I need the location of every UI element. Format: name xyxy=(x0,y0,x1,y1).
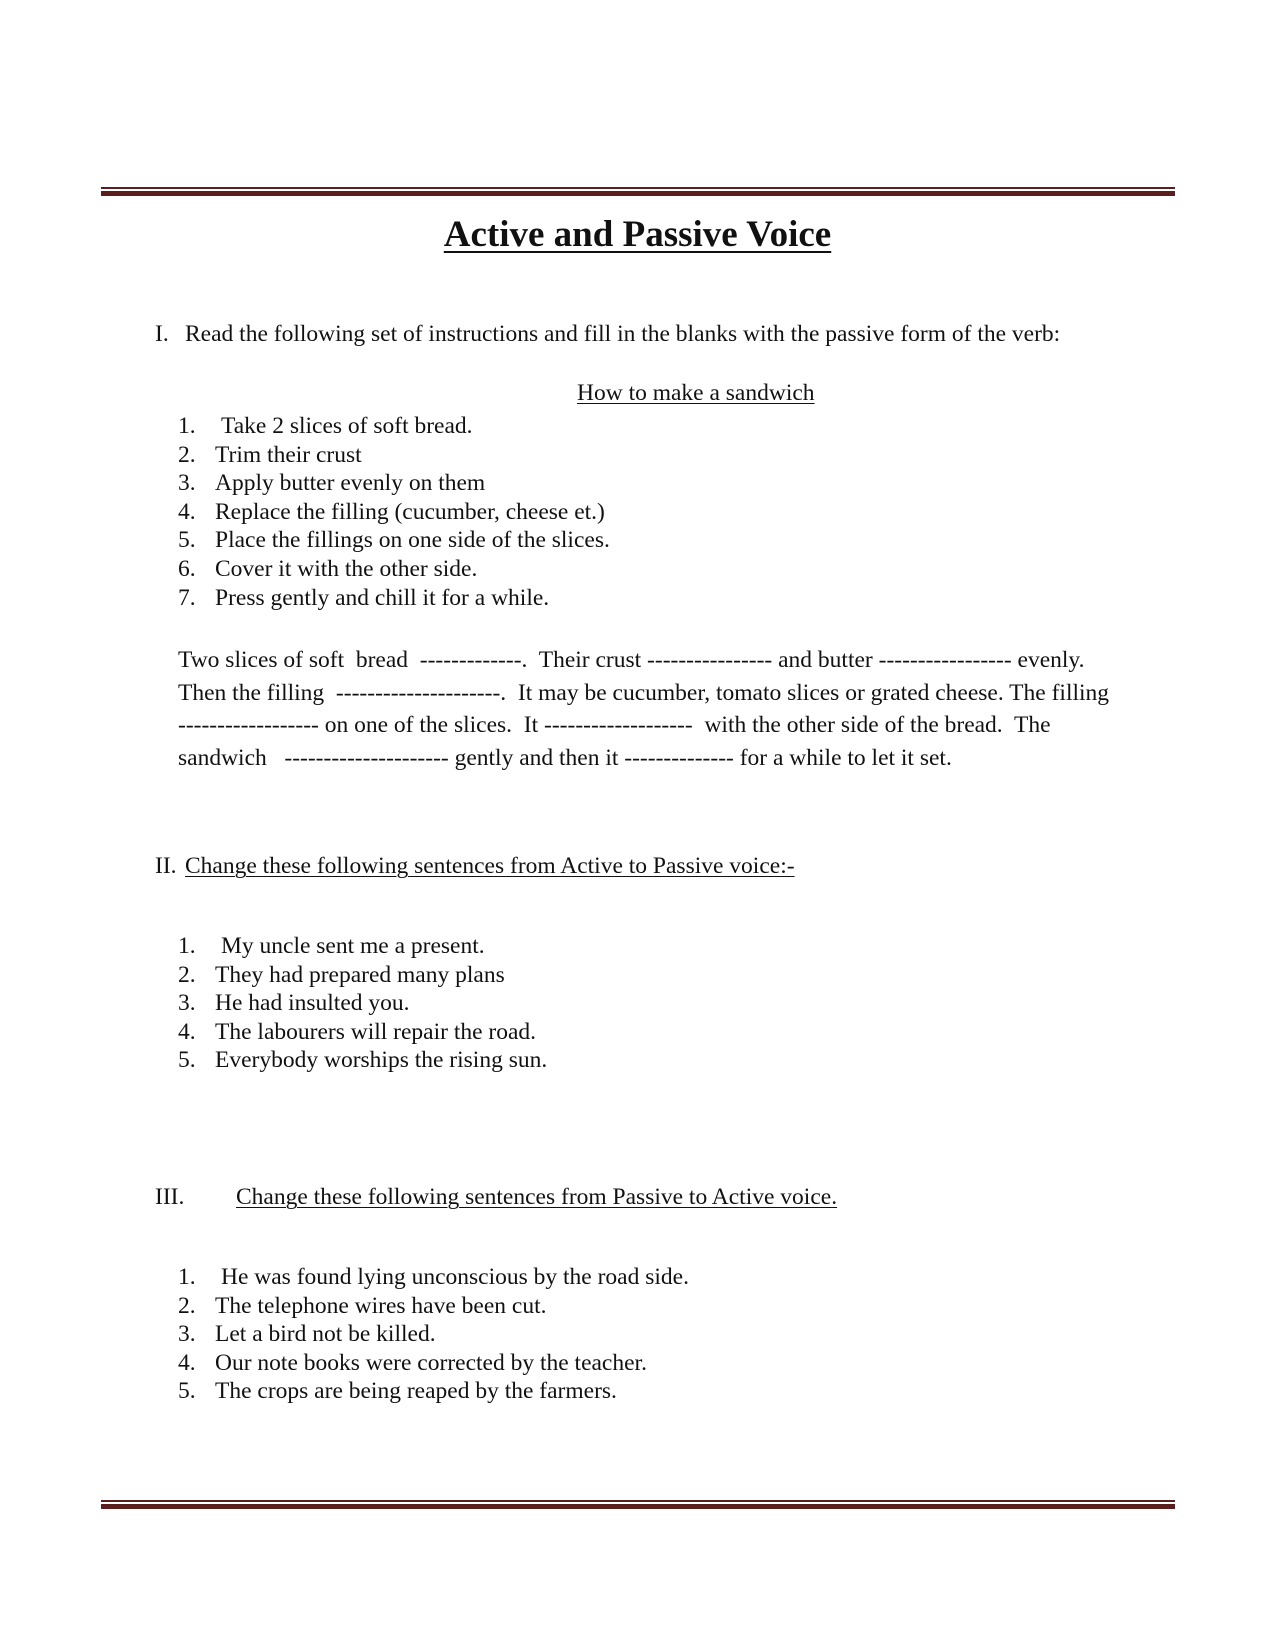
list-number: 4. xyxy=(178,1349,196,1376)
list-item xyxy=(178,1349,689,1378)
active-to-passive-list xyxy=(178,932,547,1075)
list-number: 5. xyxy=(178,1378,196,1405)
footer-rule xyxy=(101,1500,1175,1509)
page-title: Active and Passive Voice xyxy=(443,214,832,255)
recipe-steps-list xyxy=(178,412,610,612)
list-item xyxy=(178,1377,689,1406)
paragraph-line: Then the filling ---------------------. It may be cucumber, tomato slices or grated cheese. The filling xyxy=(178,679,1110,706)
list-number: 6. xyxy=(178,555,196,582)
list-text: The labourers will repair the road. xyxy=(215,1018,537,1045)
list-text: Place the fillings on one side of the slices. xyxy=(215,527,610,554)
paragraph-line: sandwich --------------------- gently and then it -------------- for a while to let it set. xyxy=(178,744,952,771)
passive-to-active-list xyxy=(178,1263,689,1406)
list-text: Cover it with the other side. xyxy=(215,555,478,582)
list-text: Replace the filling (cucumber, cheese et.) xyxy=(215,498,605,525)
list-item xyxy=(178,932,547,961)
list-number: 1. xyxy=(178,933,196,959)
section3-heading: Change these following sentences from Passive to Active voice. xyxy=(236,1184,838,1210)
list-item xyxy=(178,526,610,555)
list-item xyxy=(178,1292,689,1321)
list-number: 2. xyxy=(178,441,196,468)
list-number: 1. xyxy=(178,413,196,439)
list-text: Trim their crust xyxy=(215,441,362,468)
list-text: Everybody worships the rising sun. xyxy=(215,1047,548,1074)
list-text: Our note books were corrected by the teacher. xyxy=(215,1349,647,1376)
list-item xyxy=(178,1046,547,1075)
section1-instruction: Read the following set of instructions and fill in the blanks with the passive form of the verb: xyxy=(185,321,1061,347)
list-number: 3. xyxy=(178,470,196,497)
list-item xyxy=(178,989,547,1018)
list-item xyxy=(178,441,610,470)
list-number: 3. xyxy=(178,1321,196,1348)
section3-numeral: III. xyxy=(155,1184,185,1210)
list-number: 4. xyxy=(178,498,196,525)
list-number: 3. xyxy=(178,990,196,1017)
list-item xyxy=(178,469,610,498)
list-text: They had prepared many plans xyxy=(215,961,505,988)
list-number: 7. xyxy=(178,584,196,611)
list-item xyxy=(178,498,610,527)
list-item xyxy=(178,555,610,584)
list-item xyxy=(178,584,610,613)
list-text: Apply butter evenly on them xyxy=(215,470,486,497)
paragraph-line: Two slices of soft bread -------------. Their crust ---------------- and butter ----------------- evenly. xyxy=(178,647,1085,673)
list-text: He had insulted you. xyxy=(215,990,410,1017)
list-text: Let a bird not be killed. xyxy=(215,1321,436,1348)
recipe-title: How to make a sandwich xyxy=(577,380,815,406)
list-number: 2. xyxy=(178,961,196,988)
section1-numeral: I. xyxy=(155,321,169,347)
list-text: The telephone wires have been cut. xyxy=(215,1292,547,1319)
list-item xyxy=(178,961,547,990)
section2-heading: Change these following sentences from Active to Passive voice:- xyxy=(185,853,795,879)
list-number: 2. xyxy=(178,1292,196,1319)
paragraph-line: ------------------ on one of the slices. It ------------------- with the other side of the bread. The xyxy=(178,712,1051,738)
list-text: He was found lying unconscious by the road side. xyxy=(221,1264,689,1290)
fill-in-paragraph xyxy=(178,644,1178,774)
list-item xyxy=(178,1320,689,1349)
list-item xyxy=(178,1018,547,1047)
section2-numeral: II. xyxy=(155,853,177,879)
list-number: 1. xyxy=(178,1264,196,1290)
list-number: 5. xyxy=(178,1047,196,1074)
list-text: My uncle sent me a present. xyxy=(221,933,485,959)
header-rule xyxy=(101,187,1175,196)
list-item xyxy=(178,1263,689,1292)
list-item xyxy=(178,412,610,441)
list-number: 4. xyxy=(178,1018,196,1045)
list-text: Press gently and chill it for a while. xyxy=(215,584,550,611)
list-text: Take 2 slices of soft bread. xyxy=(221,413,473,439)
list-number: 5. xyxy=(178,527,196,554)
list-text: The crops are being reaped by the farmers. xyxy=(215,1378,617,1405)
